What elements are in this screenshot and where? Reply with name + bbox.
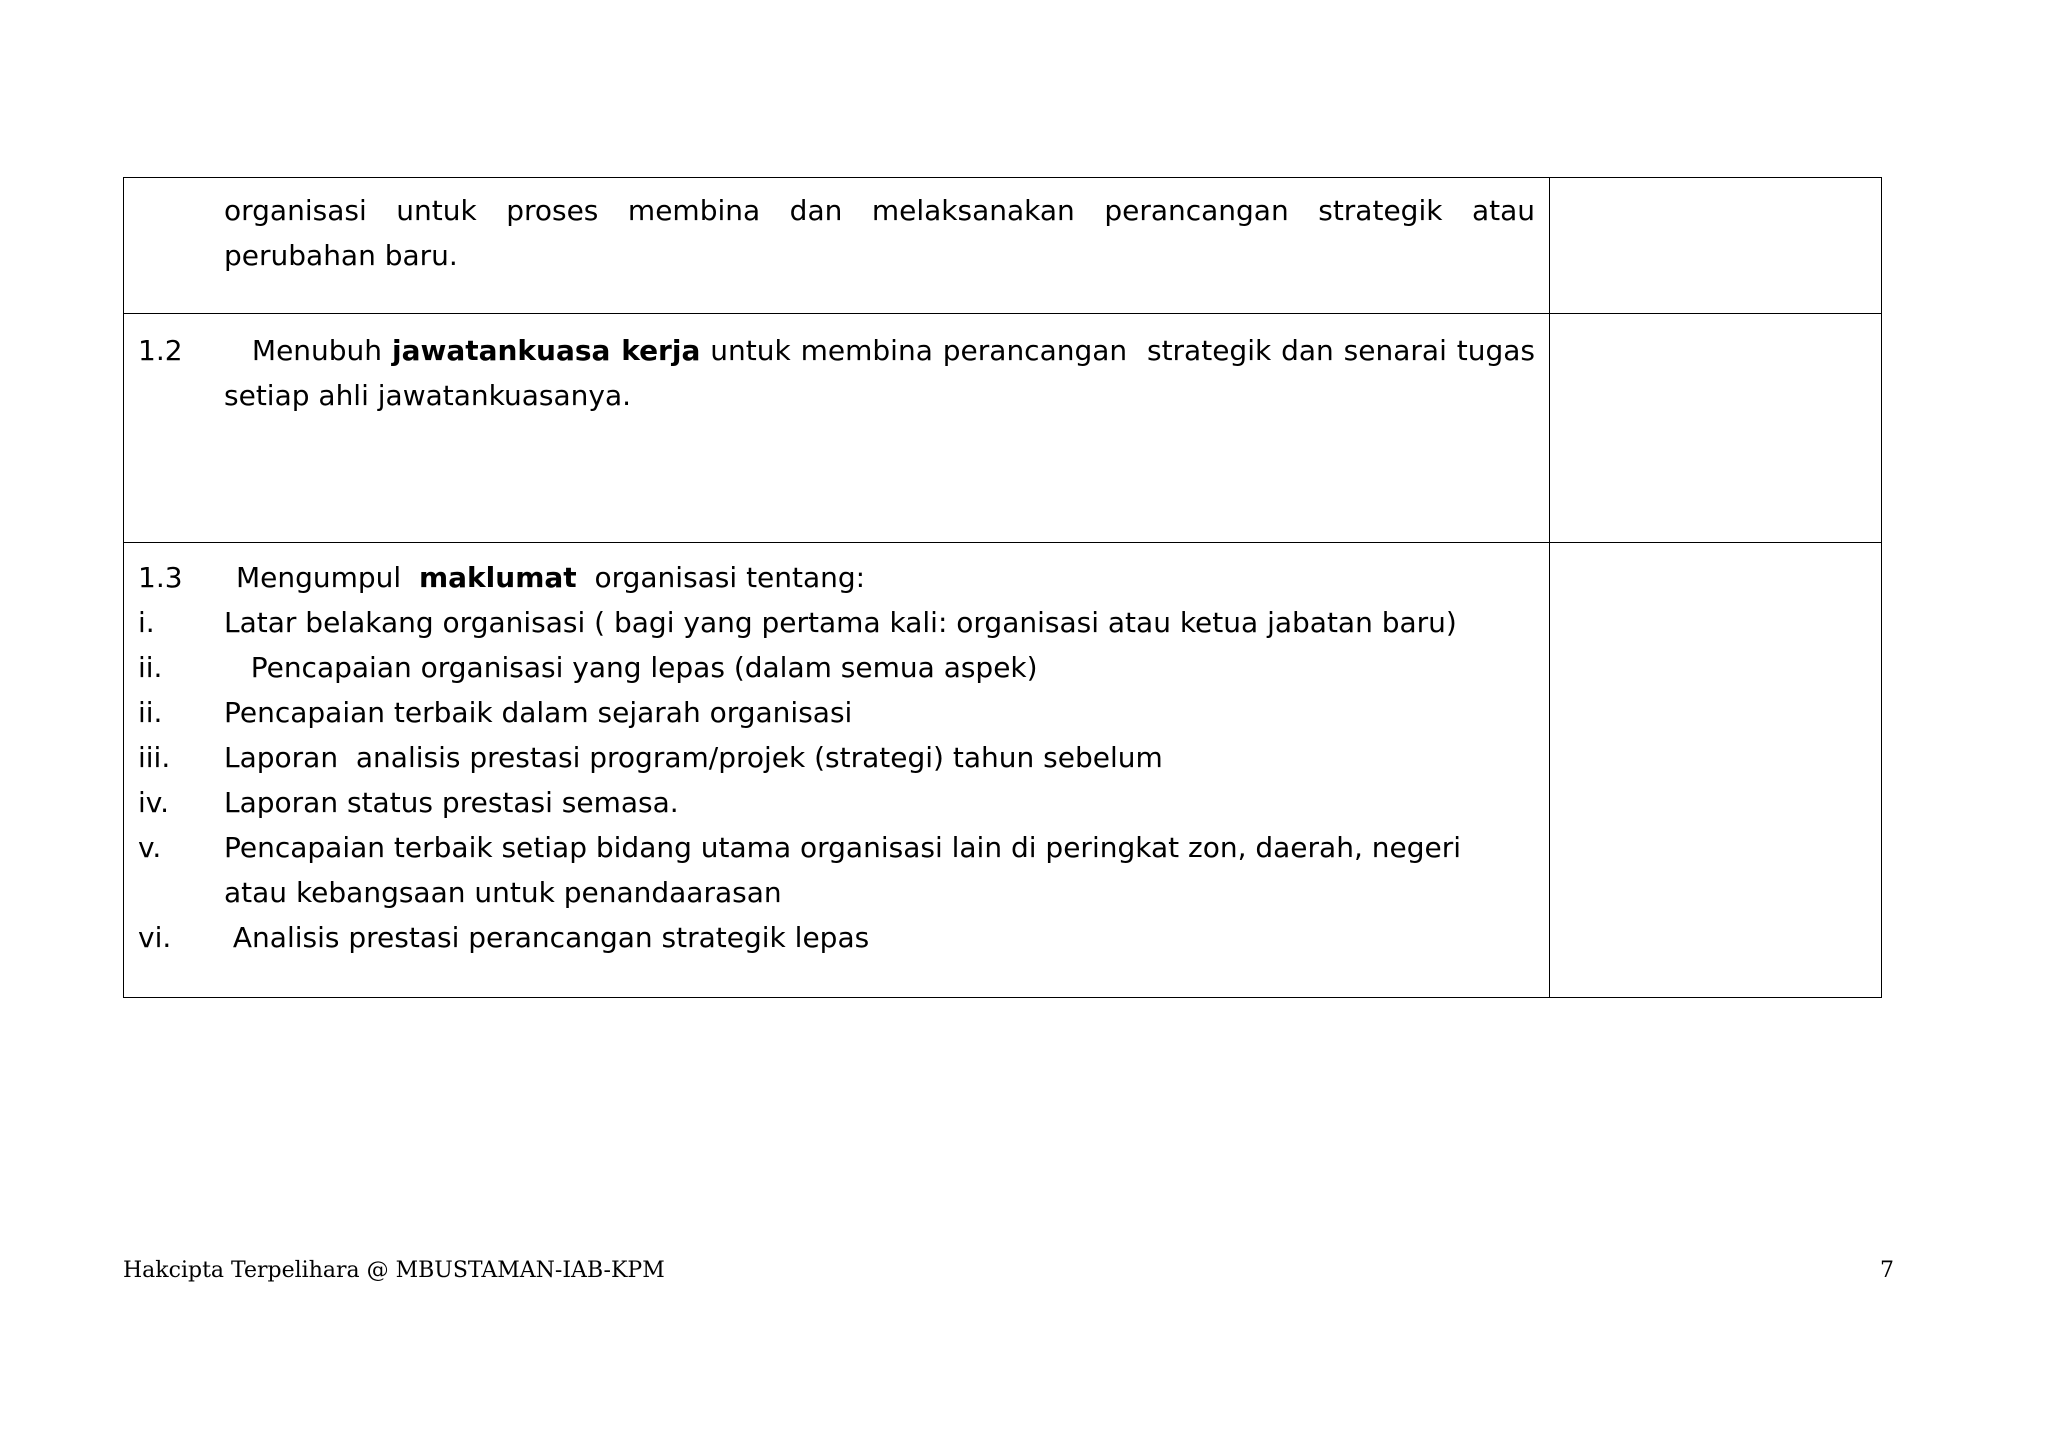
list-marker: ii. — [138, 651, 163, 684]
table-row — [124, 314, 1882, 543]
footer-copyright: Hakcipta Terpelihara @ MBUSTAMAN-IAB-KPM — [123, 1258, 665, 1283]
row2-side-cell — [1550, 314, 1882, 543]
list-marker: i. — [138, 606, 155, 639]
row2-line2: setiap ahli jawatankuasanya. — [224, 379, 632, 412]
list-text: Pencapaian terbaik setiap bidang utama organisasi lain di peringkat zon, daerah, negeri — [224, 831, 1462, 864]
row2-bold-text: jawatankuasa kerja — [391, 334, 701, 367]
list-marker: iv. — [138, 786, 170, 819]
list-text: Pencapaian terbaik dalam sejarah organisasi — [224, 696, 853, 729]
row2-content-cell — [124, 314, 1550, 543]
page-number: 7 — [1880, 1258, 1894, 1283]
row1-side-cell — [1550, 178, 1882, 314]
list-marker: v. — [138, 831, 162, 864]
list-text: Latar belakang organisasi ( bagi yang pertama kali: organisasi atau ketua jabatan baru) — [224, 606, 1457, 639]
row2-number: 1.2 — [138, 334, 183, 367]
list-item — [138, 690, 1535, 735]
row3-side-cell — [1550, 543, 1882, 998]
list-marker: iii. — [138, 741, 171, 774]
table-row — [124, 543, 1882, 998]
list-item — [138, 600, 1535, 645]
list-item — [138, 915, 1535, 960]
row3-text-before: Mengumpul — [235, 561, 419, 594]
list-text: Laporan status prestasi semasa. — [224, 786, 679, 819]
row1-content-cell — [124, 178, 1550, 314]
row1-line1: organisasi untuk proses membina dan melaksanakan perancangan strategik atau — [224, 194, 1535, 227]
list-marker: vi. — [138, 921, 172, 954]
list-item — [138, 780, 1535, 825]
row1-line2: perubahan baru. — [224, 239, 458, 272]
row3-content-cell — [124, 543, 1550, 998]
list-marker: ii. — [138, 696, 163, 729]
list-text: Analisis prestasi perancangan strategik lepas — [224, 921, 870, 954]
list-item — [138, 645, 1535, 690]
list-item — [138, 735, 1535, 780]
list-item-continuation: atau kebangsaan untuk penandaarasan — [224, 876, 782, 909]
table-row — [124, 178, 1882, 314]
row3-bold-text: maklumat — [418, 561, 577, 594]
row3-number: 1.3 — [138, 561, 183, 594]
list-item — [138, 825, 1535, 870]
row2-text-after: untuk membina perancangan strategik dan senarai tugas — [700, 334, 1536, 367]
list-text: Laporan analisis prestasi program/projek (strategi) tahun sebelum — [224, 741, 1163, 774]
checklist-table — [123, 177, 1882, 998]
row2-line1 — [138, 328, 1535, 373]
row3-heading — [138, 555, 1535, 600]
row3-text-after: organisasi tentang: — [576, 561, 866, 594]
row2-text-before: Menubuh — [251, 334, 392, 367]
list-text: Pencapaian organisasi yang lepas (dalam semua aspek) — [224, 651, 1038, 684]
